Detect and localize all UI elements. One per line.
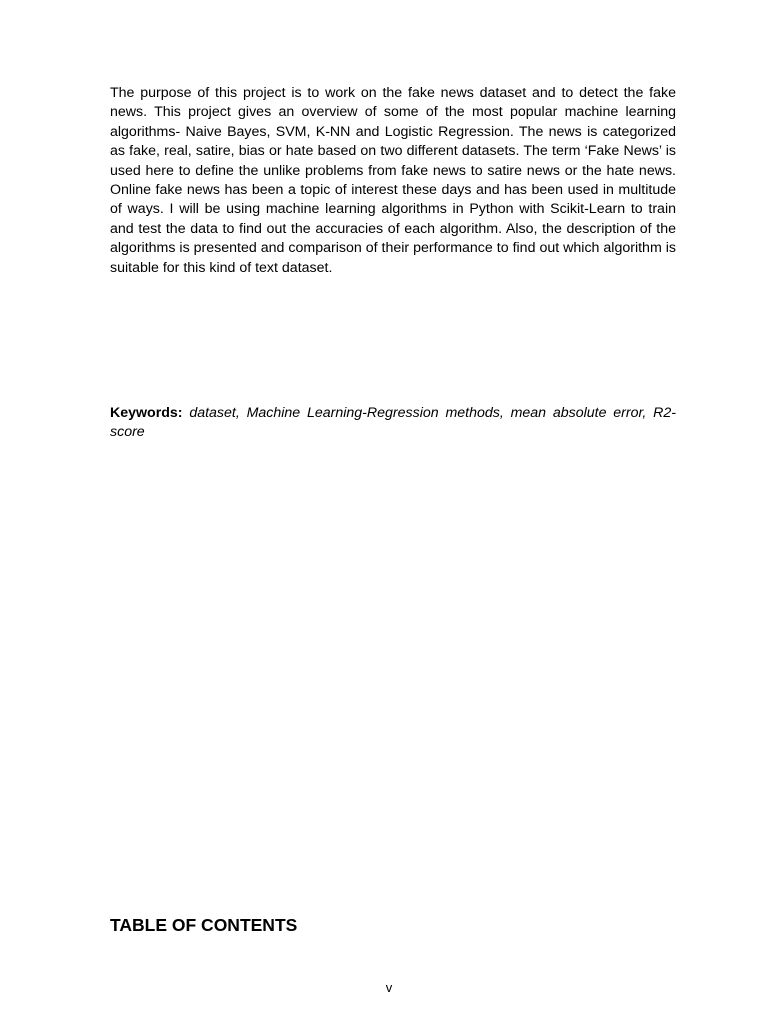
keywords-line [110, 404, 676, 443]
keywords-label: Keywords: [110, 405, 183, 421]
abstract-paragraph: The purpose of this project is to work on the fake news dataset and to detect the fake news. This project gives an overview of some of the most popular machine learning algorithms- Naive Bayes, SVM, K-NN and Logistic Regression. The news is categorized as fake, real, satire, bias or hate based on two different datasets. The term ‘Fake News’ is used here to define the unlike problems from fake news to satire news or the hate news. Online fake news has been a topic of interest these days and has been used in multitude of ways. I will be using machine learning algorithms in Python with Scikit-Learn to train and test the data to find out the accuracies of each algorithm. Also, the description of the algorithms is presented and comparison of their performance to find out which algorithm is suitable for this kind of text dataset. [110, 85, 676, 276]
table-of-contents-heading: TABLE OF CONTENTS [110, 915, 298, 935]
page-number: v [385, 980, 393, 995]
keywords-text: dataset, Machine Learning-Regression methods, mean absolute error, R2-score [110, 405, 676, 441]
